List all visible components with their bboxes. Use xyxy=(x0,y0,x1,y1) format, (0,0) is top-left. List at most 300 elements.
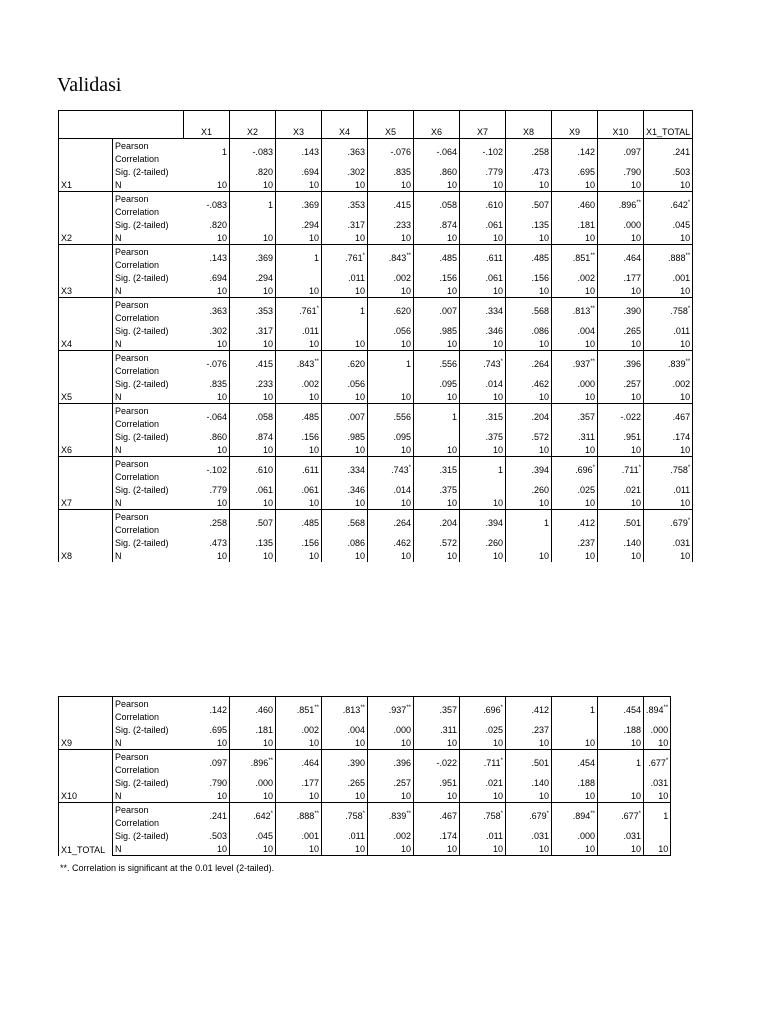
pearson-value-x1_total-x5 xyxy=(368,803,414,831)
pearson-value-x1_total-x6 xyxy=(414,803,460,831)
sig-value-x1_total-x2: .045 xyxy=(230,830,276,843)
sig-value-x4-x7: .346 xyxy=(460,325,506,338)
sig-value-x10-x5: .257 xyxy=(368,777,414,790)
sig-value-x7-x5: .014 xyxy=(368,484,414,497)
pearson-number: .888 xyxy=(667,253,686,263)
sig-value-x4-x6: .985 xyxy=(414,325,460,338)
sig-value-x9-x2: .181 xyxy=(230,724,276,737)
pearson-value-x10-x4 xyxy=(322,750,368,778)
n-value-x1-x1_total: 10 xyxy=(644,179,693,192)
pearson-number: .485 xyxy=(439,253,457,263)
pearson-number: .142 xyxy=(209,705,227,715)
n-value-x3-x1_total: 10 xyxy=(644,285,693,298)
significance-marker: * xyxy=(500,359,503,365)
pearson-number: 1 xyxy=(405,359,411,369)
significance-marker: * xyxy=(362,253,365,259)
pearson-value-x8-x3 xyxy=(276,510,322,538)
n-value-x5-x5: 10 xyxy=(368,391,414,404)
sig-value-x3-x4: .011 xyxy=(322,272,368,285)
significance-marker: * xyxy=(687,200,691,206)
sig-value-x7-x10: .021 xyxy=(598,484,644,497)
pearson-value-x4-x7 xyxy=(460,298,506,326)
n-value-x5-x9: 10 xyxy=(552,391,598,404)
row-label-x6: X6 xyxy=(59,404,113,457)
pearson-number: .507 xyxy=(531,200,549,210)
pearson-number: .454 xyxy=(577,758,595,768)
column-header-x9: X9 xyxy=(552,111,598,139)
sig-value-x3-x9: .002 xyxy=(552,272,598,285)
stat-label-sig: Sig. (2-tailed) xyxy=(115,432,169,442)
sig-value-x10-x2: .000 xyxy=(230,777,276,790)
pearson-value-x4-x1_total xyxy=(644,298,693,326)
pearson-number: .642 xyxy=(253,811,271,821)
row-label-x2: X2 xyxy=(59,192,113,245)
sig-value-x6-x3: .156 xyxy=(276,431,322,444)
row-x9-sig xyxy=(59,724,671,737)
pearson-number: .394 xyxy=(485,518,503,528)
header-row xyxy=(59,111,693,139)
n-value-x8-x8: 10 xyxy=(506,550,552,562)
n-value-x5-x4: 10 xyxy=(322,391,368,404)
significance-marker: * xyxy=(500,758,503,764)
pearson-value-x1_total-x4 xyxy=(322,803,368,831)
row-x8-sig xyxy=(59,537,693,550)
pearson-value-x6-x3 xyxy=(276,404,322,432)
sig-value-x1-x1_total: .503 xyxy=(644,166,693,179)
pearson-value-x5-x5 xyxy=(368,351,414,379)
pearson-value-x2-x9 xyxy=(552,192,598,220)
pearson-number: .315 xyxy=(439,465,457,475)
significance-marker: ** xyxy=(314,811,319,817)
pearson-value-x5-x8 xyxy=(506,351,552,379)
n-value-x7-x7: 10 xyxy=(460,497,506,510)
pearson-number: .241 xyxy=(672,147,691,157)
pearson-value-x1_total-x3 xyxy=(276,803,322,831)
column-header-x8: X8 xyxy=(506,111,552,139)
pearson-value-x9-x10 xyxy=(598,697,644,725)
sig-value-x1_total-x1: .503 xyxy=(184,830,230,843)
sig-value-x7-x1_total: .011 xyxy=(644,484,693,497)
pearson-value-x8-x8 xyxy=(506,510,552,538)
pearson-value-x7-x4 xyxy=(322,457,368,485)
footnote: **. Correlation is significant at the 0.01 level (2-tailed). xyxy=(60,863,275,873)
pearson-number: .369 xyxy=(301,200,319,210)
pearson-value-x3-x8 xyxy=(506,245,552,273)
pearson-number: .894 xyxy=(572,811,591,821)
sig-value-x5-x5 xyxy=(368,378,414,391)
n-value-x6-x6: 10 xyxy=(414,444,460,457)
n-value-x4-x1_total: 10 xyxy=(644,338,693,351)
row-x8-pearson xyxy=(59,510,693,538)
n-value-x7-x6: 10 xyxy=(414,497,460,510)
pearson-number: -.022 xyxy=(436,758,457,768)
pearson-number: .761 xyxy=(345,253,363,263)
n-value-x3-x10: 10 xyxy=(598,285,644,298)
pearson-number: .415 xyxy=(393,200,411,210)
pearson-value-x5-x1 xyxy=(184,351,230,379)
sig-value-x1-x1 xyxy=(184,166,230,179)
pearson-number: 1 xyxy=(543,518,549,528)
sig-value-x5-x8: .462 xyxy=(506,378,552,391)
sig-value-x6-x6 xyxy=(414,431,460,444)
stat-label-n: N xyxy=(115,551,122,561)
pearson-number: .415 xyxy=(255,359,273,369)
pearson-number: .611 xyxy=(302,465,319,475)
row-x1-pearson xyxy=(59,139,693,167)
pearson-value-x1-x9 xyxy=(552,139,598,167)
pearson-value-x1-x7 xyxy=(460,139,506,167)
header-corner xyxy=(59,111,184,139)
n-value-x5-x7: 10 xyxy=(460,391,506,404)
sig-value-x4-x4 xyxy=(322,325,368,338)
pearson-value-x9-x3 xyxy=(276,697,322,725)
sig-value-x10-x8: .140 xyxy=(506,777,552,790)
pearson-value-x10-x2 xyxy=(230,750,276,778)
sig-value-x5-x9: .000 xyxy=(552,378,598,391)
pearson-value-x2-x3 xyxy=(276,192,322,220)
significance-marker: * xyxy=(687,518,691,524)
pearson-value-x4-x6 xyxy=(414,298,460,326)
significance-marker: * xyxy=(362,811,365,817)
pearson-value-x6-x10 xyxy=(598,404,644,432)
stat-label-n: N xyxy=(115,392,122,402)
significance-marker: ** xyxy=(360,705,365,711)
n-value-x9-x5: 10 xyxy=(368,737,414,750)
row-x4-sig xyxy=(59,325,693,338)
n-value-x1_total-x5: 10 xyxy=(368,843,414,856)
row-label-x10: X10 xyxy=(59,750,113,803)
stat-label-pearson: Pearson Correlation xyxy=(113,697,184,725)
n-value-x6-x8: 10 xyxy=(506,444,552,457)
pearson-number: .369 xyxy=(255,253,273,263)
pearson-number: .464 xyxy=(623,253,641,263)
sig-value-x8-x6: .572 xyxy=(414,537,460,550)
significance-marker: * xyxy=(638,811,641,817)
n-value-x6-x1: 10 xyxy=(184,444,230,457)
pearson-value-x7-x8 xyxy=(506,457,552,485)
sig-value-x2-x2 xyxy=(230,219,276,232)
sig-value-x7-x7 xyxy=(460,484,506,497)
pearson-number: -.083 xyxy=(206,200,227,210)
significance-marker: ** xyxy=(590,306,595,312)
pearson-value-x9-x1 xyxy=(184,697,230,725)
column-header-x10: X10 xyxy=(598,111,644,139)
sig-value-x5-x1: .835 xyxy=(184,378,230,391)
row-x1-sig xyxy=(59,166,693,179)
row-x6-pearson xyxy=(59,404,693,432)
pearson-number: .460 xyxy=(255,705,273,715)
pearson-value-x1_total-x1_total xyxy=(644,803,671,831)
n-value-x4-x1: 10 xyxy=(184,338,230,351)
sig-value-x7-x8: .260 xyxy=(506,484,552,497)
significance-marker: * xyxy=(687,306,691,312)
pearson-value-x1-x2 xyxy=(230,139,276,167)
sig-value-x9-x8: .237 xyxy=(506,724,552,737)
sig-value-x10-x1_total: .031 xyxy=(644,777,671,790)
significance-marker: * xyxy=(665,758,669,764)
stat-label-n: N xyxy=(115,791,122,801)
row-x3-pearson xyxy=(59,245,693,273)
pearson-value-x8-x7 xyxy=(460,510,506,538)
sig-value-x2-x1: .820 xyxy=(184,219,230,232)
n-value-x1_total-x3: 10 xyxy=(276,843,322,856)
n-value-x5-x6: 10 xyxy=(414,391,460,404)
pearson-number: .412 xyxy=(531,705,549,715)
pearson-value-x1-x10 xyxy=(598,139,644,167)
pearson-number: .334 xyxy=(347,465,365,475)
n-value-x8-x1_total: 10 xyxy=(644,550,693,562)
n-value-x9-x2: 10 xyxy=(230,737,276,750)
significance-marker: * xyxy=(546,811,549,817)
row-x3-sig xyxy=(59,272,693,285)
significance-marker: * xyxy=(316,306,319,312)
pearson-value-x10-x6 xyxy=(414,750,460,778)
stat-label-sig: Sig. (2-tailed) xyxy=(115,220,169,230)
row-x6-sig xyxy=(59,431,693,444)
row-label-x1_total: X1_TOTAL xyxy=(59,803,113,856)
pearson-value-x4-x1 xyxy=(184,298,230,326)
sig-value-x1_total-x10: .031 xyxy=(598,830,644,843)
n-value-x5-x10: 10 xyxy=(598,391,644,404)
sig-value-x1-x10: .790 xyxy=(598,166,644,179)
n-value-x3-x2: 10 xyxy=(230,285,276,298)
n-value-x4-x9: 10 xyxy=(552,338,598,351)
stat-label-sig: Sig. (2-tailed) xyxy=(115,485,169,495)
pearson-value-x7-x5 xyxy=(368,457,414,485)
pearson-number: .568 xyxy=(347,518,365,528)
pearson-number: .143 xyxy=(209,253,227,263)
n-value-x8-x2: 10 xyxy=(230,550,276,562)
sig-value-x4-x10: .265 xyxy=(598,325,644,338)
n-value-x2-x9: 10 xyxy=(552,232,598,245)
significance-marker: ** xyxy=(636,200,641,206)
stat-label-n: N xyxy=(115,445,122,455)
n-value-x8-x6: 10 xyxy=(414,550,460,562)
sig-value-x5-x3: .002 xyxy=(276,378,322,391)
sig-value-x9-x10: .188 xyxy=(598,724,644,737)
n-value-x2-x2: 10 xyxy=(230,232,276,245)
n-value-x1_total-x6: 10 xyxy=(414,843,460,856)
pearson-value-x10-x9 xyxy=(552,750,598,778)
pearson-number: 1 xyxy=(589,705,595,715)
pearson-value-x1-x1_total xyxy=(644,139,693,167)
pearson-number: .888 xyxy=(296,811,315,821)
stat-label-n: N xyxy=(115,180,122,190)
pearson-value-x2-x4 xyxy=(322,192,368,220)
pearson-number: 1 xyxy=(359,306,365,316)
pearson-value-x1-x3 xyxy=(276,139,322,167)
n-value-x2-x4: 10 xyxy=(322,232,368,245)
pearson-number: .390 xyxy=(347,758,365,768)
significance-marker: * xyxy=(500,705,503,711)
n-value-x5-x1_total: 10 xyxy=(644,391,693,404)
sig-value-x1_total-x1_total xyxy=(644,830,671,843)
significance-marker: ** xyxy=(590,253,595,259)
pearson-number: .620 xyxy=(393,306,411,316)
sig-value-x3-x6: .156 xyxy=(414,272,460,285)
n-value-x1-x1: 10 xyxy=(184,179,230,192)
sig-value-x5-x1_total: .002 xyxy=(644,378,693,391)
sig-value-x1_total-x3: .001 xyxy=(276,830,322,843)
pearson-value-x2-x7 xyxy=(460,192,506,220)
pearson-number: .390 xyxy=(623,306,641,316)
pearson-number: .097 xyxy=(623,147,641,157)
n-value-x2-x3: 10 xyxy=(276,232,322,245)
n-value-x1-x9: 10 xyxy=(552,179,598,192)
sig-value-x3-x10: .177 xyxy=(598,272,644,285)
pearson-value-x8-x5 xyxy=(368,510,414,538)
n-value-x1-x10: 10 xyxy=(598,179,644,192)
pearson-number: .460 xyxy=(577,200,595,210)
n-value-x2-x1_total: 10 xyxy=(644,232,693,245)
sig-value-x6-x1: .860 xyxy=(184,431,230,444)
n-value-x9-x1_total: 10 xyxy=(644,737,671,750)
stat-label-n: N xyxy=(113,843,184,856)
n-value-x2-x1: 10 xyxy=(184,232,230,245)
n-value-x2-x10: 10 xyxy=(598,232,644,245)
pearson-number: .894 xyxy=(646,705,664,715)
stat-label-pearson: Pearson Correlation xyxy=(113,298,184,326)
n-value-x7-x9: 10 xyxy=(552,497,598,510)
sig-value-x2-x7: .061 xyxy=(460,219,506,232)
pearson-value-x9-x5 xyxy=(368,697,414,725)
sig-value-x8-x10: .140 xyxy=(598,537,644,550)
pearson-number: .258 xyxy=(531,147,549,157)
sig-value-x2-x5: .233 xyxy=(368,219,414,232)
sig-value-x10-x7: .021 xyxy=(460,777,506,790)
pearson-number: .485 xyxy=(301,412,319,422)
pearson-number: .454 xyxy=(623,705,641,715)
pearson-number: .711 xyxy=(483,758,501,768)
pearson-value-x2-x6 xyxy=(414,192,460,220)
n-value-x6-x10: 10 xyxy=(598,444,644,457)
pearson-value-x10-x8 xyxy=(506,750,552,778)
n-value-x8-x4: 10 xyxy=(322,550,368,562)
significance-marker: ** xyxy=(406,253,411,259)
pearson-number: .556 xyxy=(439,359,457,369)
pearson-number: .851 xyxy=(296,705,315,715)
pearson-number: .353 xyxy=(347,200,365,210)
pearson-value-x4-x2 xyxy=(230,298,276,326)
pearson-value-x5-x9 xyxy=(552,351,598,379)
sig-value-x4-x9: .004 xyxy=(552,325,598,338)
significance-marker: * xyxy=(500,811,503,817)
sig-value-x9-x1_total: .000 xyxy=(644,724,671,737)
pearson-number: .412 xyxy=(577,518,595,528)
n-value-x8-x1: 10 xyxy=(184,550,230,562)
pearson-number: .610 xyxy=(485,200,503,210)
sig-value-x5-x4: .056 xyxy=(322,378,368,391)
pearson-number: 1 xyxy=(451,412,457,422)
sig-value-x4-x1: .302 xyxy=(184,325,230,338)
pearson-number: -.083 xyxy=(252,147,273,157)
sig-value-x10-x6: .951 xyxy=(414,777,460,790)
n-value-x5-x8: 10 xyxy=(506,391,552,404)
pearson-value-x6-x8 xyxy=(506,404,552,432)
pearson-value-x6-x7 xyxy=(460,404,506,432)
sig-value-x9-x9 xyxy=(552,724,598,737)
sig-value-x1-x7: .779 xyxy=(460,166,506,179)
pearson-number: .357 xyxy=(577,412,595,422)
pearson-number: .761 xyxy=(299,306,317,316)
row-x10-pearson xyxy=(59,750,671,778)
pearson-number: .843 xyxy=(296,359,315,369)
row-label-x4: X4 xyxy=(59,298,113,351)
n-value-x2-x6: 10 xyxy=(414,232,460,245)
stat-label-pearson: Pearson Correlation xyxy=(113,245,184,273)
pearson-value-x10-x7 xyxy=(460,750,506,778)
pearson-value-x8-x2 xyxy=(230,510,276,538)
sig-value-x6-x8: .572 xyxy=(506,431,552,444)
sig-value-x5-x7: .014 xyxy=(460,378,506,391)
pearson-value-x3-x7 xyxy=(460,245,506,273)
pearson-number: .241 xyxy=(209,811,227,821)
sig-value-x2-x4: .317 xyxy=(322,219,368,232)
sig-value-x9-x1: .695 xyxy=(184,724,230,737)
pearson-number: .743 xyxy=(391,465,409,475)
pearson-value-x10-x1 xyxy=(184,750,230,778)
row-x1_total-n xyxy=(59,843,671,856)
row-x9-pearson xyxy=(59,697,671,725)
sig-value-x7-x2: .061 xyxy=(230,484,276,497)
row-x7-n xyxy=(59,497,693,510)
row-x4-n xyxy=(59,338,693,351)
sig-value-x9-x7: .025 xyxy=(460,724,506,737)
sig-value-x7-x1: .779 xyxy=(184,484,230,497)
pearson-value-x1_total-x8 xyxy=(506,803,552,831)
row-x6-n xyxy=(59,444,693,457)
pearson-number: .813 xyxy=(572,306,591,316)
pearson-value-x6-x6 xyxy=(414,404,460,432)
sig-value-x1-x6: .860 xyxy=(414,166,460,179)
pearson-number: .464 xyxy=(301,758,319,768)
sig-value-x6-x9: .311 xyxy=(552,431,598,444)
n-value-x4-x4: 10 xyxy=(322,338,368,351)
row-x5-n xyxy=(59,391,693,404)
sig-value-x8-x7: .260 xyxy=(460,537,506,550)
pearson-number: .485 xyxy=(301,518,319,528)
stat-label-n: N xyxy=(115,233,122,243)
significance-marker: ** xyxy=(406,705,411,711)
significance-marker: ** xyxy=(685,253,691,259)
pearson-value-x3-x6 xyxy=(414,245,460,273)
stat-label-n: N xyxy=(115,286,122,296)
pearson-number: .839 xyxy=(667,359,686,369)
sig-value-x1-x2: .820 xyxy=(230,166,276,179)
significance-marker: * xyxy=(687,465,691,471)
sig-value-x8-x3: .156 xyxy=(276,537,322,550)
pearson-value-x10-x1_total xyxy=(644,750,671,778)
n-value-x9-x7: 10 xyxy=(460,737,506,750)
significance-marker: ** xyxy=(590,811,595,817)
pearson-value-x7-x7 xyxy=(460,457,506,485)
row-label-x1: X1 xyxy=(59,139,113,192)
column-header-x2: X2 xyxy=(230,111,276,139)
stat-label-sig: Sig. (2-tailed) xyxy=(115,326,169,336)
sig-value-x9-x5: .000 xyxy=(368,724,414,737)
row-x4-pearson xyxy=(59,298,693,326)
pearson-value-x4-x9 xyxy=(552,298,598,326)
sig-value-x8-x9: .237 xyxy=(552,537,598,550)
pearson-value-x8-x4 xyxy=(322,510,368,538)
n-value-x4-x10: 10 xyxy=(598,338,644,351)
pearson-value-x5-x10 xyxy=(598,351,644,379)
sig-value-x2-x10: .000 xyxy=(598,219,644,232)
pearson-value-x7-x10 xyxy=(598,457,644,485)
pearson-value-x4-x4 xyxy=(322,298,368,326)
n-value-x5-x3: 10 xyxy=(276,391,322,404)
pearson-value-x6-x5 xyxy=(368,404,414,432)
